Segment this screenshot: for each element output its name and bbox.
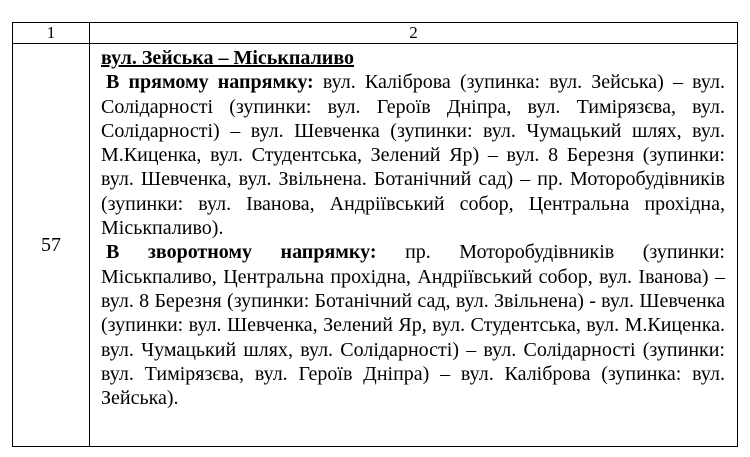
route-table xyxy=(12,22,738,447)
header-col-2: 2 xyxy=(90,23,738,44)
reverse-label: В зворотному напрямку: xyxy=(106,241,377,264)
reverse-direction xyxy=(101,240,725,410)
header-col-1: 1 xyxy=(13,23,90,44)
reverse-text: пр. Моторобудівників (зупинки: Міськпаливо, Центральна прохідна, Андріївський собор, вул. Іванова) – вул. 8 Березня (зупинки: Ботанічний сад, вул. Звільнена) - вул. Шевченка (зупинки: вул. Шевченка, Зелений Яр, вул. Студентська, вул. М.Киценка. вул. Чумацький шлях, вул. Солідарності) – вул. Солідарності (зупинки: вул. Тимірязєва, вул. Героїв Дніпра) – вул. Каліброва (зупинка: вул. Зейська). xyxy=(101,241,725,410)
table-row xyxy=(13,44,738,447)
route-title: вул. Зейська – Міськпаливо xyxy=(101,47,354,69)
forward-direction xyxy=(101,70,725,240)
forward-label: В прямому напрямку: xyxy=(106,71,314,94)
header-row xyxy=(13,23,738,44)
route-number: 57 xyxy=(13,44,90,447)
forward-text: вул. Каліброва (зупинка: вул. Зейська) – вул. Солідарності (зупинки: вул. Героїв Дніпра, вул. Тимірязєва, вул. Солідарності) – вул. Шевченка (зупинки: вул. Чумацький шлях, вул. М.Киценка, вул. Студентська, Зелений Яр) – вул. 8 Березня (зупинки: вул. Шевченка, вул. Звільнена. Ботанічний сад) – пр. Моторобудівників (зупинки: вул. Іванова, Андріївський собор, Центральна прохідна, Міськпаливо). xyxy=(101,71,725,240)
route-description xyxy=(90,44,738,447)
